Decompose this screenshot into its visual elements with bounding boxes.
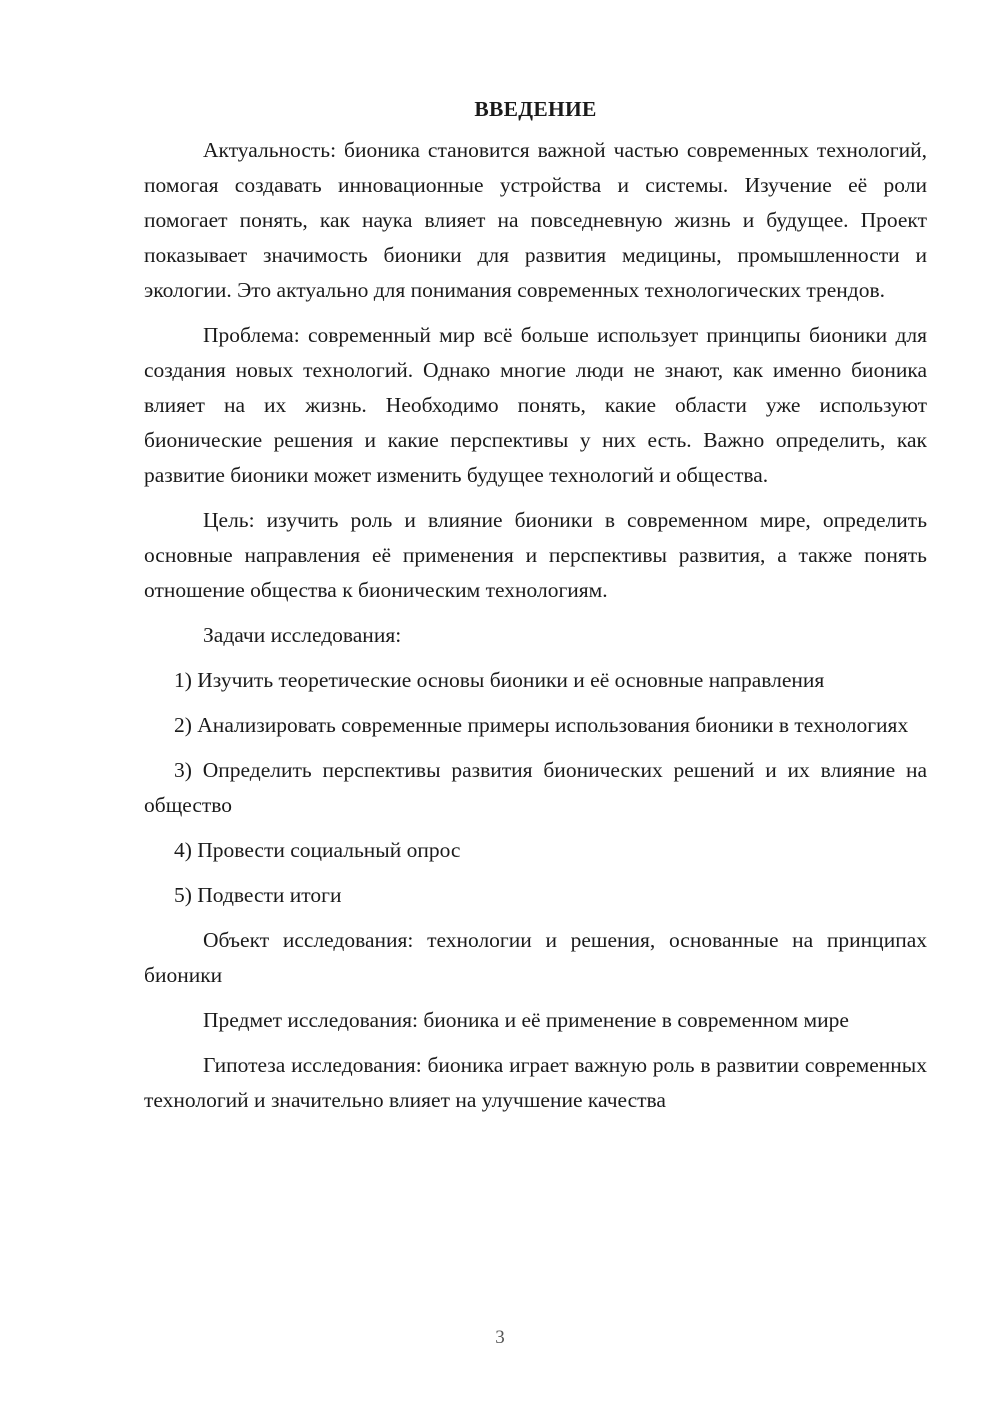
task-item-5: 5) Подвести итоги: [174, 883, 342, 907]
task-item-1: 1) Изучить теоретические основы бионики и её основные направления: [174, 668, 825, 692]
paragraph-hypothesis: Гипотеза исследования: бионика играет важную роль в развитии современных технологий и значительно влияет на улучшение качества: [144, 1053, 927, 1112]
document-page: [144, 92, 927, 1128]
paragraph-problem: Проблема: современный мир всё больше использует принципы бионики для создания новых технологий. Однако многие люди не знают, как именно бионика влияет на их жизнь. Необходимо понять, какие области уже используют бионические решения и какие перспективы у них есть. Важно определить, как развитие бионики может изменить будущее технологий и общества.: [144, 323, 927, 487]
paragraph-object: Объект исследования: технологии и решения, основанные на принципах бионики: [144, 928, 927, 987]
section-heading: ВВЕДЕНИЕ: [474, 97, 597, 121]
page-number: 3: [495, 1327, 505, 1348]
paragraph-relevance: Актуальность: бионика становится важной частью современных технологий, помогая создавать инновационные устройства и системы. Изучение её роли помогает понять, как наука влияет на повседневную жизнь и будущее. Проект показывает значимость бионики для развития медицины, промышленности и экологии. Это актуально для понимания современных технологических трендов.: [144, 138, 927, 302]
task-item-2: 2) Анализировать современные примеры использования бионики в технологиях: [174, 713, 909, 737]
task-item-3: 3) Определить перспективы развития бионических решений и их влияние на общество: [144, 758, 927, 817]
paragraph-subject: Предмет исследования: бионика и её применение в современном мире: [203, 1008, 849, 1032]
tasks-title: Задачи исследования:: [203, 623, 402, 647]
paragraph-goal: Цель: изучить роль и влияние бионики в современном мире, определить основные направления её применения и перспективы развития, а также понять отношение общества к бионическим технологиям.: [144, 508, 927, 602]
task-item-4: 4) Провести социальный опрос: [174, 838, 461, 862]
